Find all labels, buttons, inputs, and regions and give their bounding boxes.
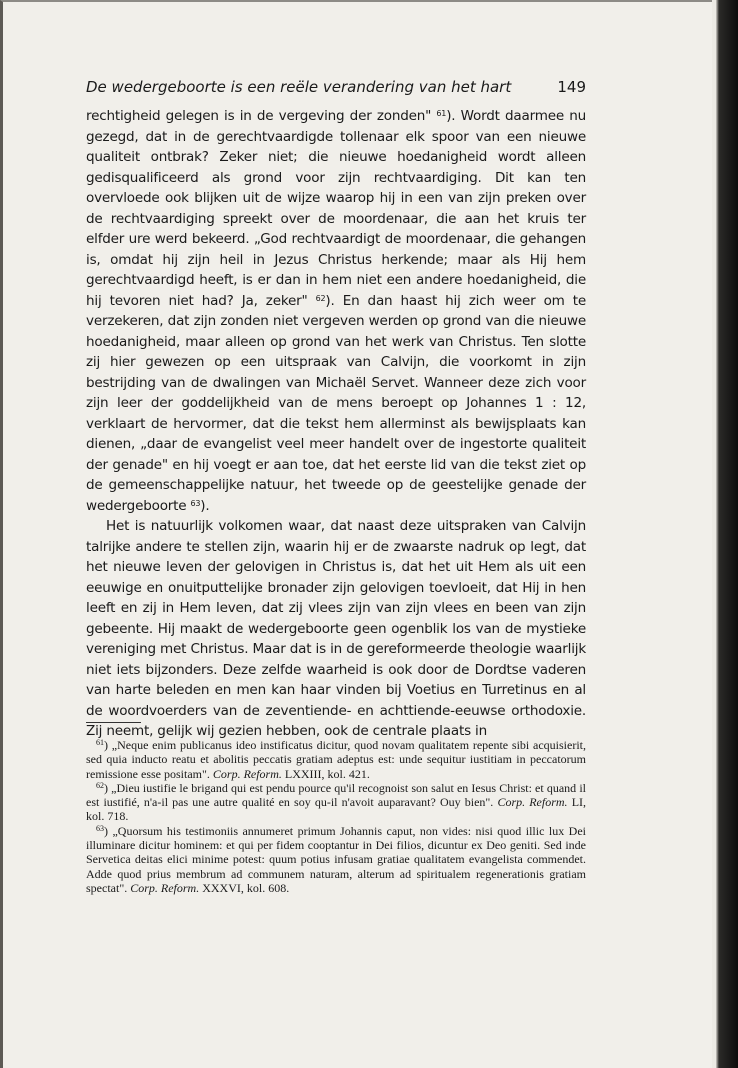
page-number: 149 bbox=[557, 78, 586, 96]
running-header bbox=[86, 77, 586, 97]
footnotes bbox=[86, 738, 586, 895]
footnote-text: ) „Dieu iustifie le brigand qui est pendu pource qu'il recognoist son salut en Iesus Christ: et quand il est iustifié, n'a-il pas une autre qualité en soy qu-il n'avoit auparavant? Ouy bien". bbox=[86, 780, 586, 810]
footnote-source: Corp. Reform. bbox=[497, 795, 568, 810]
footnote-ref: LXXIII, kol. 421. bbox=[284, 766, 370, 781]
paragraph-2: Het is natuurlijk volkomen waar, dat naast deze uitspraken van Calvijn talrijke andere te stellen zijn, waarin hij er de zwaarste nadruk op legt, dat het nieuwe leven der gelovigen in Christus is, dat het uit Hem als uit een eeuwige en onuitputtelijke bronader zijn gelovigen toevloeit, dat Hij in hen leeft en zij in Hem leven, dat zij vlees zijn van zijn vlees en been van zijn gebeente. Hij maakt de wedergeboorte geen ogenblik los van de mystieke vereniging met Christus. Maar dat is in de gereformeerde theologie waarlijk niet iets bijzonders. Deze zelfde waarheid is ook door de Dordtse vaderen van harte beleden en men kan haar vinden bij Voetius en Turretinus en al de woordvoerders van de zeventiende- en achttiende-eeuwse orthodoxie. Zij neemt, gelijk wij gezien hebben, ook de centrale plaats in bbox=[86, 518, 586, 740]
paragraph-1 bbox=[86, 106, 586, 516]
footnote-number: 62 bbox=[96, 780, 104, 790]
page-edge-shadow bbox=[716, 0, 738, 1068]
footnote-61 bbox=[86, 738, 586, 781]
footnote-ref: LI, kol. 718. bbox=[86, 795, 587, 824]
footnote-63 bbox=[86, 824, 586, 895]
paragraph-1-text-d: ). bbox=[200, 497, 210, 514]
paragraph-1-text-b: ). Wordt daarmee nu gezegd, dat in de gerechtvaardigde tollenaar elk spoor van een nieuwe qualiteit ontbrak? Zeker niet; die nieuwe hoedanigheid wordt alleen gedisqualificeerd als grond voor zijn rechtvaardiging. Dit kan ten overvloede ook blijken uit de wijze waarop hij in een van zijn preken over de rechtvaardiging spreekt over de moordenaar, die aan het kruis ter elfder ure werd bekeerd. „God rechtvaardigt de moordenaar, die gehangen is, omdat hij zijn heil in Jezus Christus herkende; maar als Hij hem gerechtvaardigd heeft, is er dan in hem niet een andere hoedanigheid, die hij tevoren niet had? Ja, zeker" bbox=[86, 108, 586, 309]
main-text bbox=[86, 106, 586, 742]
footnote-ref-62: 62 bbox=[315, 293, 326, 303]
footnote-text: ) „Neque enim publicanus ideo instificatus dicitur, quod novam qualitatem repente sibi acquisierit, sed quia inducto reatu et abolitis peccatis gratiam adeptus est: unde sequitur iustitiam in peccatorum remissione esse positam". bbox=[86, 738, 586, 781]
footnote-ref: XXXVI, kol. 608. bbox=[202, 880, 290, 895]
footnote-number: 61 bbox=[96, 738, 104, 747]
footnote-source: Corp. Reform. bbox=[130, 880, 200, 895]
paragraph-1-text-c: ). En dan haast hij zich weer om te verzekeren, dat zijn zonden niet vergeven werden op grond van die nieuwe hoedanigheid, maar alleen op grond van het werk van Christus. Ten slotte zij hier gewezen op een uitspraak van Calvijn, die voorkomt in zijn bestrijding van de dwalingen van Michaël Servet. Wanneer deze zich voor zijn leer der goddelijkheid van de mens beroept op Johannes 1 : 12, verklaart de hervormer, dat die tekst hem allerminst als bewijsplaats kan dienen, „daar de evangelist veel meer handelt over de ingestorte qualiteit der genade" en hij voegt er aan toe, dat het eerste lid van die tekst ziet op de gemeenschappelijke natuur, het tweede op de geestelijke genade der wedergeboorte bbox=[86, 292, 587, 514]
running-title: De wedergeboorte is een reële verandering van het hart bbox=[86, 78, 512, 96]
footnote-62 bbox=[86, 781, 586, 824]
footnote-ref-63: 63 bbox=[190, 498, 201, 508]
footnote-source: Corp. Reform. bbox=[212, 766, 282, 781]
footnote-separator bbox=[86, 722, 141, 723]
footnote-text: ) „Quorsum his testimoniis annumeret primum Johannis caput, non vides: nisi quod illic lux Dei illuminare dicitur hominem: et qui per fidem cooptantur in Dei filios, dicuntur ex Deo geniti. Sed inde Servetica deitas elici minime potest: quum potius infusam gratiae qualitatem evangelista commendet. Adde quod prius membrum ad communem naturam, alterum ad spiritualem regenerationis gratiam spectat". bbox=[86, 823, 586, 895]
footnote-ref-61: 61 bbox=[436, 109, 447, 118]
footnote-number: 63 bbox=[96, 823, 104, 833]
paragraph-1-text-a: rechtigheid gelegen is in de vergeving der zonden" bbox=[86, 108, 432, 124]
